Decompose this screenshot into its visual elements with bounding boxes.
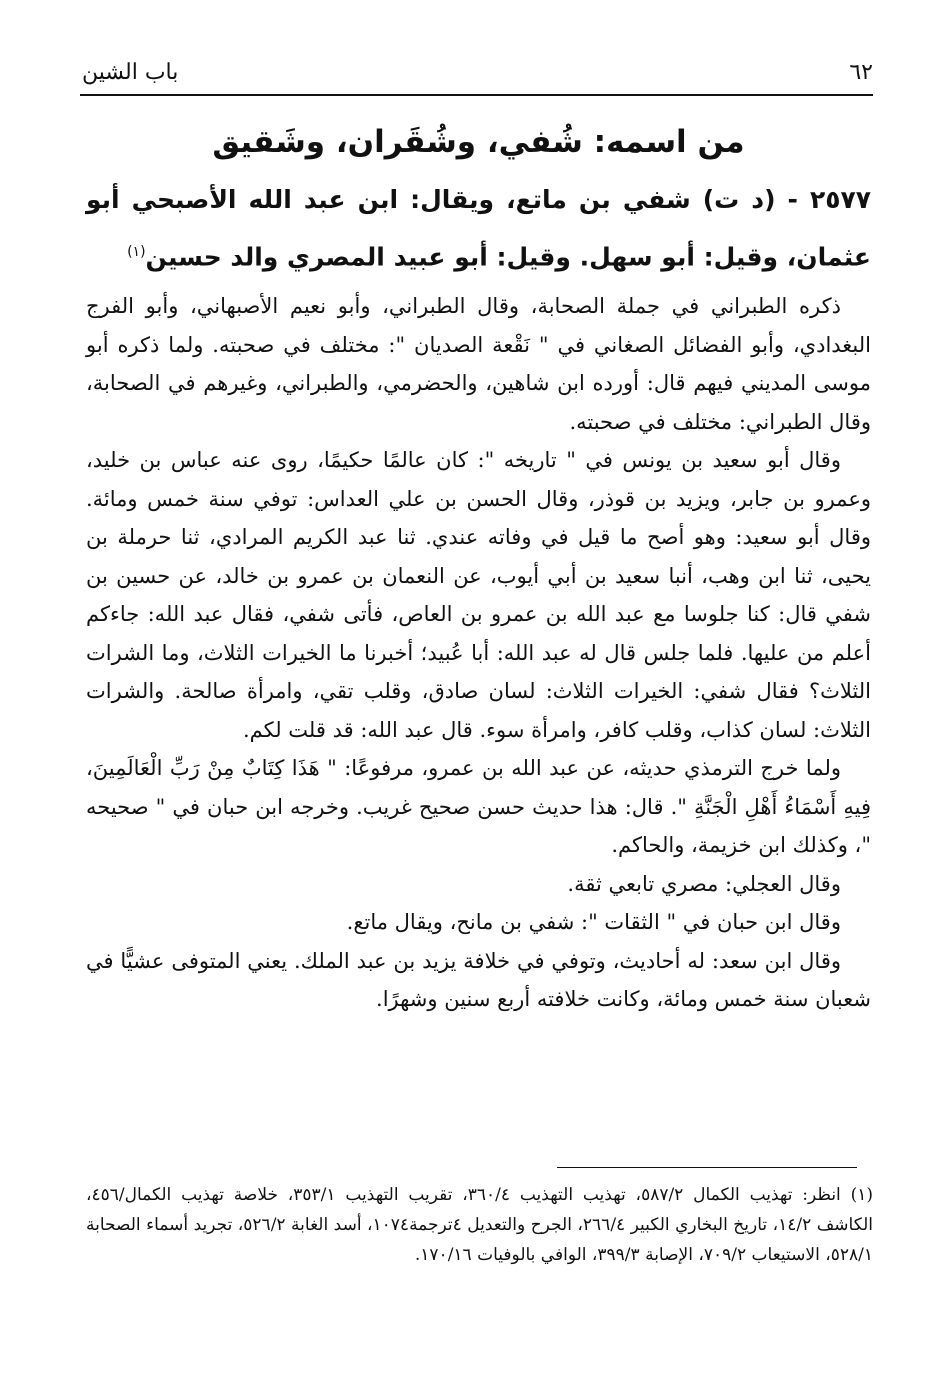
- footnote-rule: [557, 1167, 857, 1168]
- paragraph-5: وقال ابن حبان في " الثقات ": شفي بن مانح، ويقال ماتع.: [346, 910, 841, 935]
- page-body: [86, 108, 871, 1019]
- entry-title: [86, 174, 871, 283]
- paragraph-2: وقال أبو سعيد بن يونس في " تاريخه ": كان عالمًا حكيمًا، روى عنه عباس بن خليد، وعمرو بن جابر، ويزيد بن قوذر، وقال الحسن بن علي العداس: توفي سنة خمس ومائة. وقال أبو سعيد: وهو أصح ما قيل في وفاته عندي. ثنا عبد الكريم المرادي، ثنا حرملة بن يحيى، ثنا ابن وهب، أنبا سعيد بن أبي أيوب، عن النعمان بن عمرو بن خالد، عن حسين بن شفي قال: كنا جلوسا مع عبد الله بن عمرو بن العاص، فأتى شفي، فقال عبد الله: جاءكم أعلم من عليها. فلما جلس قال له عبد الله: أبا عُبيد؛ أخبرنا ما الخيرات الثلاث، وما الشرات الثلاث؟ فقال شفي: الخيرات الثلاث: لسان صادق، وقلب تقي، وامرأة صالحة. والشرات الثلاث: لسان كذاب، وقلب كافر، وامرأة سوء. قال عبد الله: قد قلت لكم.: [86, 448, 871, 742]
- paragraph-6: وقال ابن سعد: له أحاديث، وتوفي في خلافة يزيد بن عبد الملك. يعني المتوفى عشيًّا في شعبان سنة خمس ومائة، وكانت خلافته أربع سنين وشهرًا.: [86, 948, 871, 1012]
- footnote: (١) انظر: تهذيب الكمال ٥٨٧/٢، تهذيب التهذيب ٣٦٠/٤، تقريب التهذيب ٣٥٣/١، خلاصة تهذيب الكمال/٤٥٦، الكاشف ١٤/٢، تاريخ البخاري الكبير ٢٦٦/٤، الجرح والتعديل ٤ترجمة١٠٧٤، أسد الغابة ٥٢٦/٢، تجريد أسماء الصحابة ٥٢٨/١، الاستيعاب ٧٠٩/٢، الإصابة ٣٩٩/٣، الوافي بالوفيات ١٧٠/١٦.: [86, 1185, 874, 1265]
- entry-title-text: ٢٥٧٧ - (د ت) شفي بن ماتع، ويقال: ابن عبد الله الأصبحي أبو عثمان، وقيل: أبو سهل. وقيل: أبو عبيد المصري والد حسين: [86, 185, 871, 272]
- header-rule: [80, 94, 873, 96]
- page-number: ٦٢: [849, 60, 873, 85]
- paragraph-4: وقال العجلي: مصري تابعي ثقة.: [567, 871, 841, 896]
- page-header: [82, 58, 873, 92]
- paragraph-3: ولما خرج الترمذي حديثه، عن عبد الله بن عمرو، مرفوعًا: " هَذَا كِتَابٌ مِنْ رَبِّ الْعَالَمِينَ، فِيهِ أَسْمَاءُ أَهْلِ الْجَنَّةِ ". قال: هذا حديث حسن صحيح غريب. وخرجه ابن حبان في " صحيحه "، وكذلك ابن خزيمة، والحاكم.: [86, 756, 871, 858]
- section-heading: من اسمه: شُفي، وشُقَران، وشَقيق: [212, 124, 745, 160]
- paragraph-1: ذكره الطبراني في جملة الصحابة، وقال الطبراني، وأبو نعيم الأصبهاني، وأبو الفرج البغدادي، وأبو الفضائل الصغاني في " نَقْعة الصديان ": مختلف في صحبته. ولما ذكره أبو موسى المديني فيهم قال: أورده ابن شاهين، والحضرمي، والطبراني، وغيرهم في الصحابة، وقال الطبراني: مختلف في صحبته.: [86, 294, 871, 434]
- chapter-title: باب الشين: [82, 60, 179, 85]
- footnote-ref: (١): [127, 244, 146, 260]
